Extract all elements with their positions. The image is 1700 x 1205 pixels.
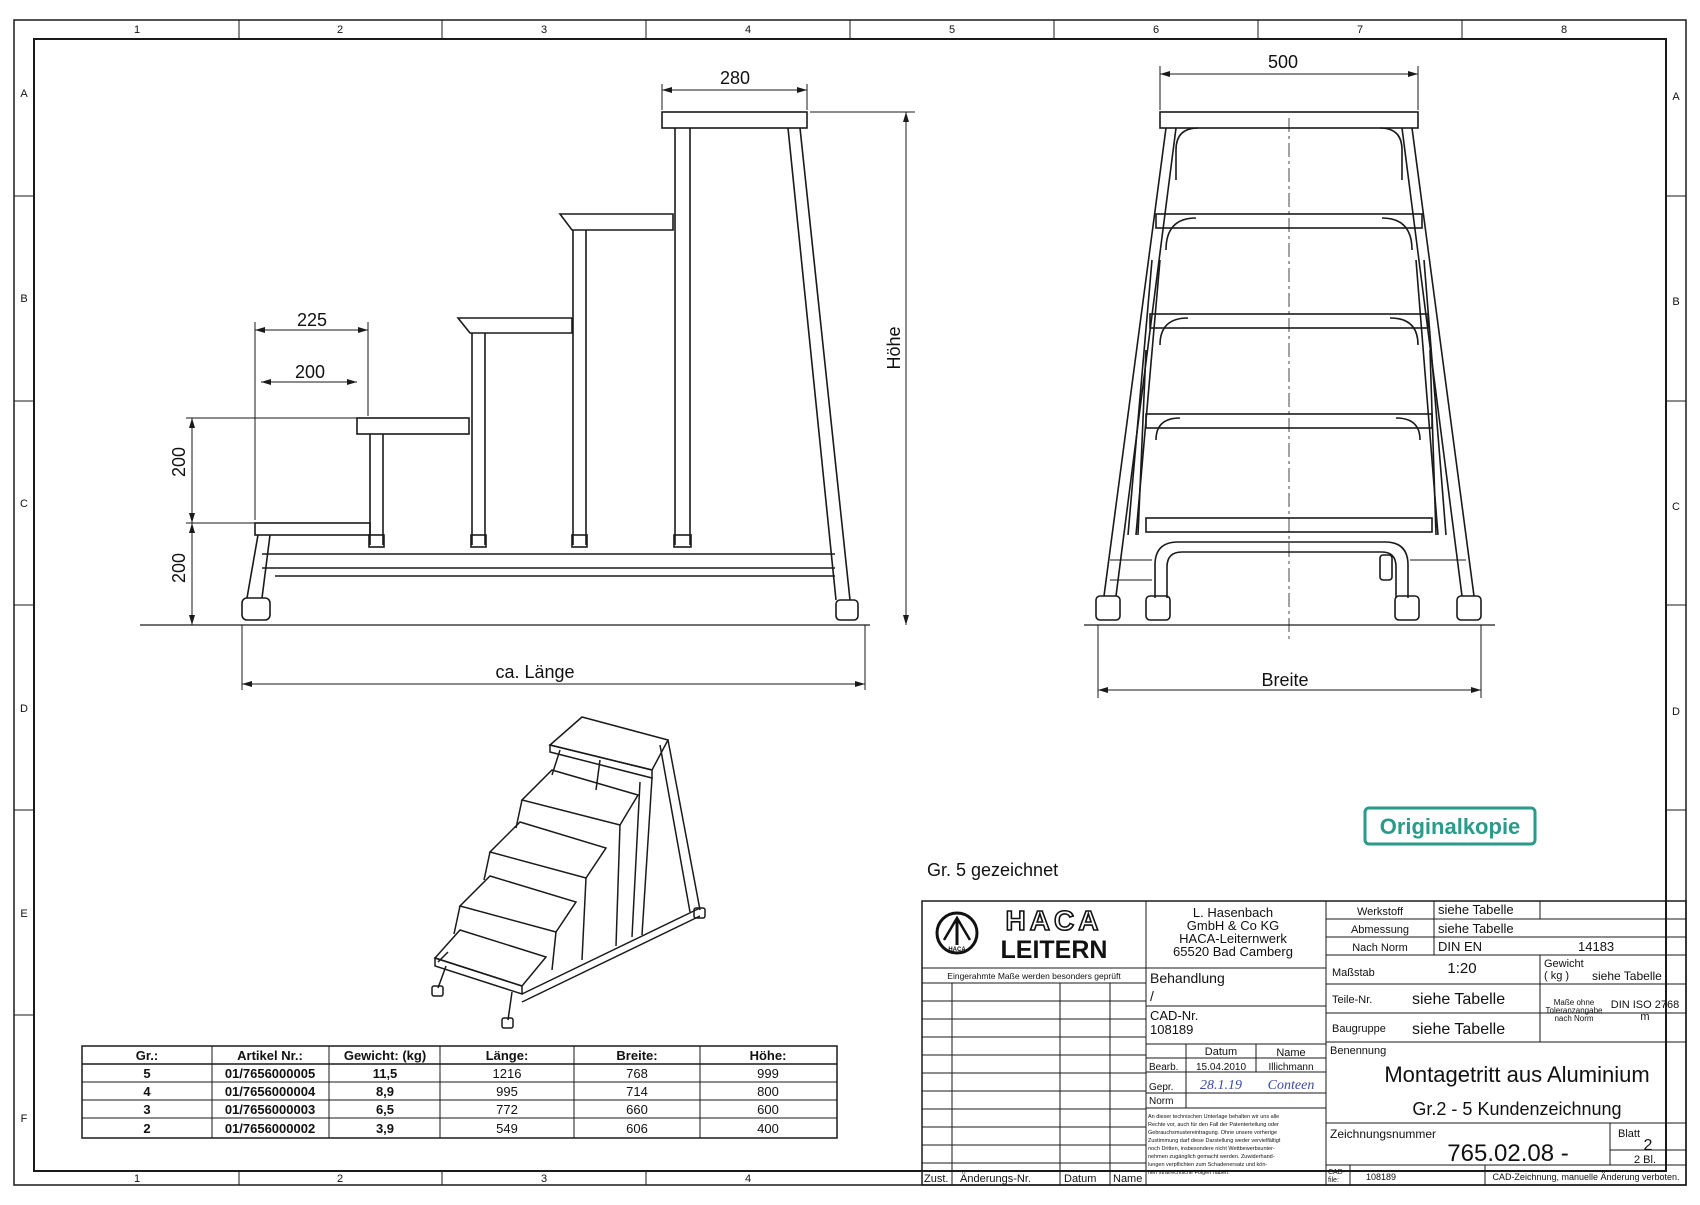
- blatt-value: 2: [1643, 1137, 1653, 1154]
- masse-label-3: nach Norm: [1554, 1014, 1594, 1023]
- zone-col-4-bottom: 4: [744, 1173, 752, 1185]
- zeichnungsnummer-value: 765.02.08 -: [1447, 1140, 1569, 1167]
- benennung-label: Benennung: [1330, 1045, 1387, 1057]
- baugruppe-label: Baugruppe: [1332, 1023, 1386, 1035]
- drawing-subtitle: Gr.2 - 5 Kundenzeichnung: [1412, 1099, 1622, 1119]
- spec-header-hoehe: Höhe:: [749, 1048, 787, 1063]
- legal-line-2: Rechte vor, auch für den Fall der Patenterteilung oder: [1148, 1122, 1279, 1128]
- spec-header-gewicht: Gewicht: (kg): [343, 1048, 427, 1063]
- zust-label: Zust.: [924, 1173, 949, 1185]
- legal-line-3: Gebrauchsmustereintragung. Ohne unsere vorherige: [1148, 1130, 1278, 1136]
- gepr-signature: Conteen: [1267, 1078, 1315, 1093]
- spec-row: [143, 1084, 778, 1099]
- spec-cell: 4: [143, 1084, 151, 1099]
- legal-line-1: An dieser technischen Unterlage behalten wir uns alle: [1148, 1114, 1280, 1120]
- legal-line-7: lungen verpflichten zum Schadenersatz und kön-: [1148, 1162, 1268, 1168]
- spec-cell: 600: [757, 1102, 779, 1117]
- masse-label-2: Toleranzangabe: [1545, 1006, 1603, 1015]
- bearb-name: Illichmann: [1268, 1062, 1314, 1073]
- logo-badge: HACA: [948, 947, 966, 953]
- teile-nr-value: siehe Tabelle: [1412, 991, 1506, 1008]
- side-view: [140, 112, 870, 625]
- masse-label-1: Maße ohne: [1553, 998, 1595, 1007]
- zone-col-3-bottom: 3: [540, 1173, 548, 1185]
- datum-label: Datum: [1204, 1046, 1238, 1058]
- cad-footer-note: CAD-Zeichnung, manuelle Änderung verboten.: [1492, 1172, 1680, 1182]
- zone-col-3: 3: [540, 24, 548, 36]
- company-line-1: L. Hasenbach: [1192, 905, 1274, 920]
- bearb-date: 15.04.2010: [1195, 1062, 1247, 1073]
- zone-row-a: A: [20, 88, 28, 100]
- gewicht-label: Gewicht: [1544, 958, 1584, 970]
- gewicht-value: siehe Tabelle: [1592, 969, 1662, 983]
- spec-cell: 01/7656000004: [224, 1084, 316, 1099]
- spec-row: [143, 1066, 778, 1081]
- zone-row-c: C: [20, 498, 28, 510]
- zone-row-e: E: [20, 908, 28, 920]
- zone-col-2-bottom: 2: [336, 1173, 344, 1185]
- zone-row-b: B: [20, 293, 28, 305]
- spec-cell: 660: [626, 1102, 648, 1117]
- zone-col-7: 7: [1356, 24, 1364, 36]
- spec-cell: 606: [626, 1121, 648, 1136]
- zone-col-8: 8: [1560, 24, 1568, 36]
- zeichnungsnummer-label: Zeichnungsnummer: [1330, 1127, 1437, 1141]
- logo-haca: HACA: [1005, 905, 1103, 936]
- dim-200-lower: 200: [169, 552, 189, 584]
- nach-norm-value: DIN EN: [1438, 939, 1483, 954]
- spec-cell: 5: [143, 1066, 151, 1081]
- dim-200-top: 200: [294, 362, 326, 382]
- cad-file-value: 108189: [1366, 1172, 1397, 1182]
- masse-value-1: DIN ISO 2768: [1610, 999, 1680, 1011]
- haca-logo: [937, 905, 1107, 964]
- massstab-label: Maßstab: [1332, 967, 1375, 979]
- abmessung-value: siehe Tabelle: [1438, 921, 1514, 936]
- zone-col-5: 5: [948, 24, 956, 36]
- company-line-4: 65520 Bad Camberg: [1173, 944, 1293, 959]
- cad-file-label-2: file:: [1328, 1177, 1339, 1184]
- spec-cell: 3: [143, 1102, 151, 1117]
- behandlung-value: /: [1150, 988, 1154, 1004]
- spec-cell: 3,9: [375, 1121, 395, 1136]
- zone-row-d-right: D: [1672, 706, 1680, 718]
- nach-norm-number: 14183: [1578, 939, 1615, 954]
- zone-col-1: 1: [133, 24, 141, 36]
- spec-cell: 01/7656000003: [224, 1102, 316, 1117]
- blatt-total: 2 Bl.: [1633, 1154, 1657, 1166]
- dim-hoehe: Höhe: [884, 326, 904, 370]
- spec-cell: 999: [757, 1066, 779, 1081]
- legal-line-5: noch Dritten, insbesondere nicht Wettbewerbsunter-: [1148, 1146, 1275, 1152]
- datum2-label: Datum: [1064, 1173, 1097, 1185]
- title-block: [922, 901, 1686, 1185]
- zone-row-d: D: [20, 703, 28, 715]
- dim-laenge: ca. Länge: [495, 662, 575, 682]
- spec-header-artikel: Artikel Nr.:: [237, 1048, 303, 1063]
- zone-row-b-right: B: [1672, 296, 1680, 308]
- zone-col-1-bottom: 1: [133, 1173, 141, 1185]
- spec-header-breite: Breite:: [616, 1048, 658, 1063]
- werkstoff-value: siehe Tabelle: [1438, 902, 1514, 917]
- gepr-label: Gepr.: [1149, 1082, 1174, 1093]
- zone-row-c-right: C: [1672, 501, 1680, 513]
- zone-col-4: 4: [744, 24, 752, 36]
- zone-col-6: 6: [1152, 24, 1160, 36]
- front-view-dimensions: [1098, 52, 1481, 698]
- behandlung-label: Behandlung: [1150, 970, 1225, 986]
- cad-file-label: CAD-: [1328, 1169, 1346, 1176]
- name-label: Name: [1276, 1047, 1306, 1059]
- framed-dimensions-note: Eingerahmte Maße werden besonders geprüft: [947, 971, 1121, 981]
- dim-500: 500: [1267, 52, 1299, 72]
- spec-cell: 768: [626, 1066, 648, 1081]
- bearb-label: Bearb.: [1149, 1062, 1179, 1073]
- logo-leitern: LEITERN: [1000, 936, 1108, 964]
- masse-value-2: m: [1640, 1011, 1650, 1023]
- gewicht-unit: ( kg ): [1544, 970, 1570, 982]
- drawn-size-note: Gr. 5 gezeichnet: [927, 860, 1059, 880]
- spec-cell: 11,5: [372, 1066, 398, 1081]
- spec-header-gr: Gr.:: [135, 1048, 159, 1063]
- spec-cell: 772: [496, 1102, 518, 1117]
- legal-line-8: nen strafrechtliche Folgen haben.: [1148, 1170, 1230, 1176]
- teile-nr-label: Teile-Nr.: [1332, 994, 1373, 1006]
- originalkopie-stamp: [1365, 808, 1535, 844]
- aenderungs-label: Änderungs-Nr.: [960, 1173, 1031, 1185]
- abmessung-label: Abmessung: [1350, 924, 1410, 936]
- front-view: [1084, 112, 1495, 625]
- spec-cell: 01/7656000005: [224, 1066, 316, 1081]
- zone-row-a-right: A: [1672, 91, 1680, 103]
- spec-cell: 800: [757, 1084, 779, 1099]
- spec-cell: 01/7656000002: [224, 1121, 316, 1136]
- dim-280: 280: [719, 68, 751, 88]
- name2-label: Name: [1113, 1173, 1143, 1185]
- gepr-date: 28.1.19: [1200, 1078, 1242, 1093]
- cad-nr-label: CAD-Nr.: [1150, 1008, 1199, 1023]
- nach-norm-label: Nach Norm: [1352, 942, 1408, 954]
- spec-cell: 549: [496, 1121, 518, 1136]
- norm-label: Norm: [1149, 1096, 1174, 1107]
- spec-row: [143, 1121, 778, 1136]
- spec-cell: 400: [757, 1121, 779, 1136]
- spec-cell: 8,9: [375, 1084, 395, 1099]
- zone-col-2: 2: [336, 24, 344, 36]
- spec-header-laenge: Länge:: [485, 1048, 529, 1063]
- dim-225: 225: [296, 310, 328, 330]
- spec-cell: 6,5: [375, 1102, 395, 1117]
- werkstoff-label: Werkstoff: [1356, 906, 1404, 918]
- sheet-border: [14, 20, 1686, 1185]
- company-line-2: GmbH & Co KG: [1186, 918, 1280, 933]
- zone-row-f: F: [20, 1113, 28, 1125]
- baugruppe-value: siehe Tabelle: [1412, 1021, 1506, 1038]
- spec-cell: 714: [626, 1084, 648, 1099]
- stamp-text: Originalkopie: [1379, 814, 1521, 839]
- spec-row: [143, 1102, 778, 1117]
- spec-cell: 995: [496, 1084, 518, 1099]
- spec-table: [82, 1046, 837, 1138]
- dim-200-upper: 200: [169, 446, 189, 478]
- blatt-label: Blatt: [1618, 1128, 1641, 1140]
- legal-line-6: nehmen zugänglich gemacht werden. Zuwiderhand-: [1148, 1154, 1275, 1160]
- isometric-view: [432, 717, 705, 1028]
- spec-cell: 2: [143, 1121, 151, 1136]
- massstab-value: 1:20: [1447, 960, 1477, 977]
- company-line-3: HACA-Leiternwerk: [1179, 931, 1287, 946]
- dim-breite: Breite: [1261, 670, 1309, 690]
- legal-line-4: Zustimmung darf diese Darstellung weder vervielfältigt: [1148, 1138, 1281, 1144]
- spec-cell: 1216: [492, 1066, 522, 1081]
- drawing-title: Montagetritt aus Aluminium: [1384, 1062, 1650, 1087]
- cad-nr-value: 108189: [1150, 1022, 1194, 1037]
